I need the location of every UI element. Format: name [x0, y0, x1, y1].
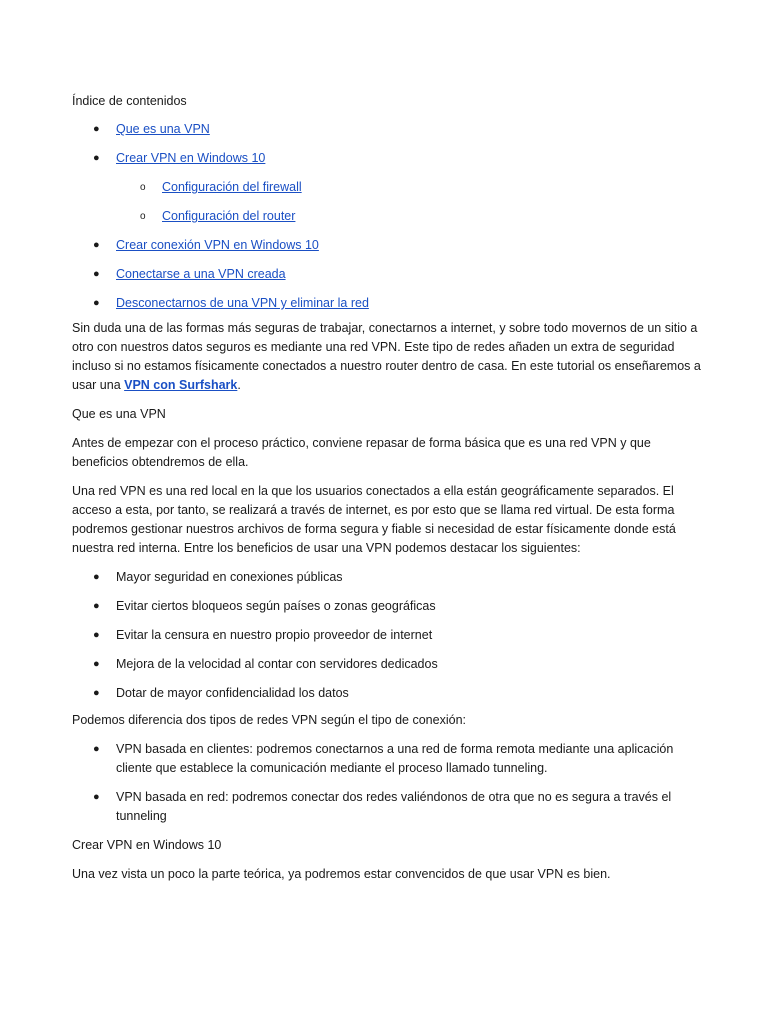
surfshark-link[interactable]: VPN con Surfshark	[124, 378, 238, 392]
benefit-text: Mejora de la velocidad al contar con servidores dedicados	[116, 657, 438, 671]
bullet-icon: ●	[93, 123, 100, 135]
vpn-type-text: VPN basada en clientes: podremos conectarnos a una red de forma remota mediante una aplicación cliente que establece la comunicación mediante el proceso llamado tunneling.	[116, 742, 674, 775]
bullet-icon: ●	[93, 239, 100, 251]
section1-paragraph-3: Podemos diferencia dos tipos de redes VPN según el tipo de conexión:	[72, 713, 466, 727]
toc-item	[72, 120, 702, 139]
benefits-list	[72, 568, 702, 703]
list-item	[72, 788, 702, 826]
bullet-icon: ●	[93, 791, 100, 803]
benefit-text: Dotar de mayor confidencialidad los datos	[116, 686, 349, 700]
bullet-icon: ●	[93, 571, 100, 583]
bullet-icon: ●	[93, 687, 100, 699]
toc-link-router[interactable]: Configuración del router	[162, 209, 296, 223]
list-item	[72, 597, 702, 616]
toc-item	[72, 149, 702, 168]
section1-paragraph-1: Antes de empezar con el proceso práctico, conviene repasar de forma básica que es una red VPN y que beneficios obtendremos de ella.	[72, 436, 651, 469]
bullet-icon: ●	[93, 152, 100, 164]
intro-text-end: .	[237, 378, 241, 392]
bullet-icon: ●	[93, 743, 100, 755]
section2-paragraph-1: Una vez vista un poco la parte teórica, ya podremos estar convencidos de que usar VPN es bien.	[72, 867, 611, 881]
toc-link-crear-vpn[interactable]: Crear VPN en Windows 10	[116, 151, 266, 165]
bullet-icon: ●	[93, 600, 100, 612]
circle-bullet-icon: o	[140, 182, 146, 193]
section-heading-crear-vpn: Crear VPN en Windows 10	[72, 838, 222, 852]
vpn-type-text: VPN basada en red: podremos conectar dos redes valiéndonos de otra que no es segura a través el tunneling	[116, 790, 672, 823]
toc-list	[72, 120, 702, 313]
bullet-icon: ●	[93, 658, 100, 670]
benefit-text: Evitar la censura en nuestro propio proveedor de internet	[116, 628, 433, 642]
list-item	[72, 626, 702, 645]
list-item	[72, 655, 702, 674]
toc-link-desconectarnos[interactable]: Desconectarnos de una VPN y eliminar la red	[116, 296, 369, 310]
toc-link-firewall[interactable]: Configuración del firewall	[162, 180, 302, 194]
intro-text: Sin duda una de las formas más seguras de trabajar, conectarnos a internet, y sobre todo movernos de un sitio a otro con nuestros datos seguros es mediante una red VPN. Este tipo de redes añaden un extra de seguridad incluso si no estamos físicamente conectados a nuestro router dentro de casa. En este tutorial os enseñaremos a usar una	[72, 321, 701, 392]
section-heading-que-es-vpn: Que es una VPN	[72, 407, 166, 421]
toc-link-crear-conexion[interactable]: Crear conexión VPN en Windows 10	[116, 238, 319, 252]
list-item	[72, 684, 702, 703]
list-item	[72, 568, 702, 587]
vpn-types-list	[72, 740, 702, 826]
bullet-icon: ●	[93, 629, 100, 641]
bullet-icon: ●	[93, 268, 100, 280]
toc-subitem	[72, 207, 702, 226]
toc-item	[72, 265, 702, 284]
toc-link-conectarse[interactable]: Conectarse a una VPN creada	[116, 267, 286, 281]
benefit-text: Mayor seguridad en conexiones públicas	[116, 570, 343, 584]
document-page	[72, 92, 702, 894]
bullet-icon: ●	[93, 297, 100, 309]
toc-subitem	[72, 178, 702, 197]
intro-paragraph	[72, 319, 702, 395]
toc-item	[72, 294, 702, 313]
list-item	[72, 740, 702, 778]
benefit-text: Evitar ciertos bloqueos según países o zonas geográficas	[116, 599, 436, 613]
section1-paragraph-2: Una red VPN es una red local en la que los usuarios conectados a ella están geográficamente separados. El acceso a esta, por tanto, se realizará a través de internet, es por esto que se llama red virtual. De esta forma podremos gestionar nuestros archivos de forma segura y fiable si necesidad de estar físicamente donde está nuestra red interna. Entre los beneficios de usar una VPN podemos destacar los siguientes:	[72, 484, 676, 555]
toc-link-que-es-vpn[interactable]: Que es una VPN	[116, 122, 210, 136]
toc-item	[72, 236, 702, 255]
circle-bullet-icon: o	[140, 211, 146, 222]
toc-title: Índice de contenidos	[72, 94, 187, 108]
